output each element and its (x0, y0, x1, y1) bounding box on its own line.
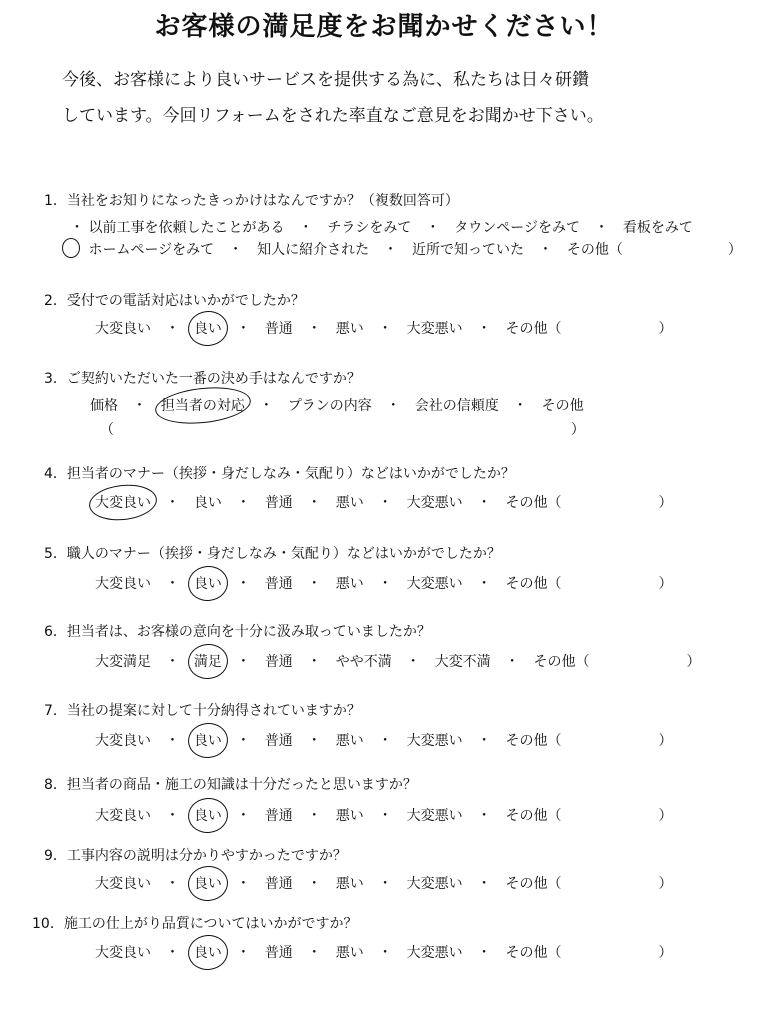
option-somewhat-unsatisfied[interactable]: やや不満 (335, 654, 392, 670)
option-normal[interactable]: 普通 (264, 733, 293, 749)
separator: ・ (307, 495, 322, 511)
separator: ・ (505, 654, 520, 670)
separator: ・ (259, 398, 274, 414)
separator: ・ (477, 321, 492, 337)
separator: ・ (307, 321, 322, 337)
close-bracket: ） (658, 495, 673, 511)
separator: ・ (477, 808, 492, 824)
q3-other-line (100, 419, 585, 439)
separator: ・ (425, 220, 440, 236)
option-satisfied[interactable]: 満足 (194, 651, 222, 671)
option-good[interactable]: 良い (194, 805, 222, 825)
option-other[interactable]: その他（ (533, 654, 590, 670)
separator: ・ (307, 654, 322, 670)
separator: ・ (165, 576, 180, 592)
close-bracket: ） (658, 876, 673, 892)
option-very-bad[interactable]: 大変悪い (406, 495, 463, 511)
question-10: 10．施工の仕上がり品質についてはいかがですか？ (32, 916, 358, 932)
close-bracket: ） (658, 945, 673, 961)
option-very-good[interactable]: 大変良い (95, 576, 151, 592)
page-title: お客様の満足度をお聞かせください！ (154, 12, 614, 42)
option-normal[interactable]: 普通 (264, 576, 293, 592)
option-other[interactable]: その他（ (505, 808, 562, 824)
q6-options (95, 651, 700, 671)
option-good[interactable]: 良い (194, 873, 222, 893)
separator: ・ (165, 808, 180, 824)
intro-line-2: しています。今回リフォームをされた率直なご意見をお聞かせ下さい。 (62, 106, 604, 126)
question-1: 1．当社をお知りになったきっかけはなんですか？（複数回答可） (44, 193, 459, 209)
bullet: ・ (70, 220, 84, 236)
separator: ・ (386, 398, 401, 414)
option-company-trust[interactable]: 会社の信頼度 (414, 398, 499, 414)
question-9: 9．工事内容の説明は分かりやすかったですか？ (44, 848, 347, 864)
separator: ・ (132, 398, 147, 414)
option-very-good[interactable]: 大変良い (95, 945, 151, 961)
option-good[interactable]: 良い (194, 730, 222, 750)
close-bracket: ） (658, 321, 673, 337)
separator: ・ (477, 576, 492, 592)
option-good[interactable]: 良い (194, 318, 222, 338)
option-price[interactable]: 価格 (90, 398, 118, 414)
separator: ・ (538, 242, 553, 258)
option-other[interactable]: その他（ (566, 242, 623, 258)
separator: ・ (307, 576, 322, 592)
separator: ・ (378, 495, 393, 511)
separator: ・ (307, 733, 322, 749)
separator: ・ (236, 808, 251, 824)
option-bad[interactable]: 悪い (335, 495, 364, 511)
separator: ・ (406, 654, 421, 670)
option-very-unsatisfied[interactable]: 大変不満 (434, 654, 491, 670)
option-normal[interactable]: 普通 (264, 321, 293, 337)
separator: ・ (594, 220, 609, 236)
option-other[interactable]: その他（ (505, 576, 562, 592)
q2-options (95, 318, 672, 338)
option-bad[interactable]: 悪い (335, 876, 364, 892)
selected-mark-icon (62, 238, 80, 258)
separator: ・ (165, 495, 180, 511)
separator: ・ (298, 220, 313, 236)
option-very-bad[interactable]: 大変悪い (406, 321, 463, 337)
q7-options (95, 730, 672, 750)
q1-options-row-1 (70, 217, 693, 237)
separator: ・ (165, 654, 180, 670)
option-good[interactable]: 良い (194, 942, 222, 962)
separator: ・ (513, 398, 528, 414)
option-normal[interactable]: 普通 (264, 876, 293, 892)
option-normal[interactable]: 普通 (264, 654, 293, 670)
separator: ・ (165, 945, 180, 961)
option-plan-content[interactable]: プランの内容 (287, 398, 372, 414)
separator: ・ (236, 495, 251, 511)
separator: ・ (378, 576, 393, 592)
open-bracket: （ (100, 422, 114, 438)
option-very-bad[interactable]: 大変悪い (406, 808, 463, 824)
option-previous-work[interactable]: 以前工事を依頼したことがある (88, 220, 285, 236)
separator: ・ (307, 876, 322, 892)
close-bracket: ） (658, 733, 673, 749)
option-very-good[interactable]: 大変良い (95, 733, 151, 749)
separator: ・ (236, 733, 251, 749)
separator: ・ (236, 654, 251, 670)
option-other[interactable]: その他 (541, 398, 584, 414)
option-bad[interactable]: 悪い (335, 321, 364, 337)
separator: ・ (378, 945, 393, 961)
option-very-good[interactable]: 大変良い (95, 321, 151, 337)
q1-options-row-2 (62, 239, 742, 260)
option-staff-response[interactable]: 担当者の対応 (161, 395, 245, 415)
option-very-bad[interactable]: 大変悪い (406, 876, 463, 892)
option-other[interactable]: その他（ (505, 495, 562, 511)
separator: ・ (378, 808, 393, 824)
option-neighborhood[interactable]: 近所で知っていた (412, 242, 524, 258)
option-good[interactable]: 良い (193, 495, 222, 511)
question-5: 5．職人のマナー（挨拶・身だしなみ・気配り）などはいかがでしたか？ (44, 546, 501, 562)
separator: ・ (477, 733, 492, 749)
option-very-satisfied[interactable]: 大変満足 (95, 654, 151, 670)
option-normal[interactable]: 普通 (264, 495, 293, 511)
option-town-page[interactable]: タウンページをみて (454, 220, 580, 236)
option-normal[interactable]: 普通 (264, 808, 293, 824)
option-bad[interactable]: 悪い (335, 733, 364, 749)
option-homepage[interactable]: ホームページをみて (88, 242, 215, 258)
option-very-bad[interactable]: 大変悪い (406, 733, 463, 749)
separator: ・ (236, 876, 251, 892)
option-bad[interactable]: 悪い (335, 576, 364, 592)
close-bracket: ） (658, 576, 673, 592)
question-3: 3．ご契約いただいた一番の決め手はなんですか？ (44, 371, 361, 387)
separator: ・ (378, 733, 393, 749)
separator: ・ (307, 808, 322, 824)
option-other[interactable]: その他（ (505, 733, 562, 749)
option-other[interactable]: その他（ (505, 876, 562, 892)
separator: ・ (236, 945, 251, 961)
separator: ・ (165, 733, 180, 749)
option-other[interactable]: その他（ (505, 321, 562, 337)
question-2: 2．受付での電話対応はいかがでしたか？ (44, 293, 305, 309)
option-signboard[interactable]: 看板をみて (622, 220, 693, 236)
question-7: 7．当社の提案に対して十分納得されていますか？ (44, 703, 361, 719)
separator: ・ (378, 321, 393, 337)
option-very-bad[interactable]: 大変悪い (406, 576, 463, 592)
option-bad[interactable]: 悪い (335, 945, 364, 961)
intro-line-1: 今後、お客様により良いサービスを提供する為に、私たちは日々研鑽 (62, 70, 589, 90)
option-flyer[interactable]: チラシをみて (327, 220, 412, 236)
separator: ・ (307, 945, 322, 961)
option-normal[interactable]: 普通 (264, 945, 293, 961)
q4-options (95, 492, 672, 512)
option-very-good[interactable]: 大変良い (95, 876, 151, 892)
q10-options (95, 942, 672, 962)
question-6: 6．担当者は、お客様の意向を十分に汲み取っていましたか？ (44, 624, 431, 640)
q3-options (90, 395, 584, 415)
separator: ・ (477, 876, 492, 892)
question-4: 4．担当者のマナー（挨拶・身だしなみ・気配り）などはいかがでしたか？ (44, 466, 515, 482)
option-referral[interactable]: 知人に紹介された (257, 242, 370, 258)
q5-options (95, 573, 672, 593)
separator: ・ (165, 876, 180, 892)
q9-options (95, 873, 672, 893)
separator: ・ (378, 876, 393, 892)
separator: ・ (165, 321, 180, 337)
close-bracket: ） (658, 808, 673, 824)
option-very-good[interactable]: 大変良い (95, 808, 151, 824)
separator: ・ (236, 576, 251, 592)
close-bracket: ） (727, 242, 742, 258)
option-good[interactable]: 良い (194, 573, 222, 593)
close-bracket: ） (686, 654, 701, 670)
question-8: 8．担当者の商品・施工の知識は十分だったと思いますか？ (44, 777, 417, 793)
option-very-good[interactable]: 大変良い (95, 492, 151, 512)
option-bad[interactable]: 悪い (335, 808, 364, 824)
separator: ・ (477, 495, 492, 511)
option-very-bad[interactable]: 大変悪い (406, 945, 463, 961)
option-other[interactable]: その他（ (505, 945, 562, 961)
q8-options (95, 805, 672, 825)
separator: ・ (228, 242, 243, 258)
separator: ・ (477, 945, 492, 961)
close-bracket: ） (570, 422, 585, 438)
separator: ・ (236, 321, 251, 337)
separator: ・ (383, 242, 398, 258)
